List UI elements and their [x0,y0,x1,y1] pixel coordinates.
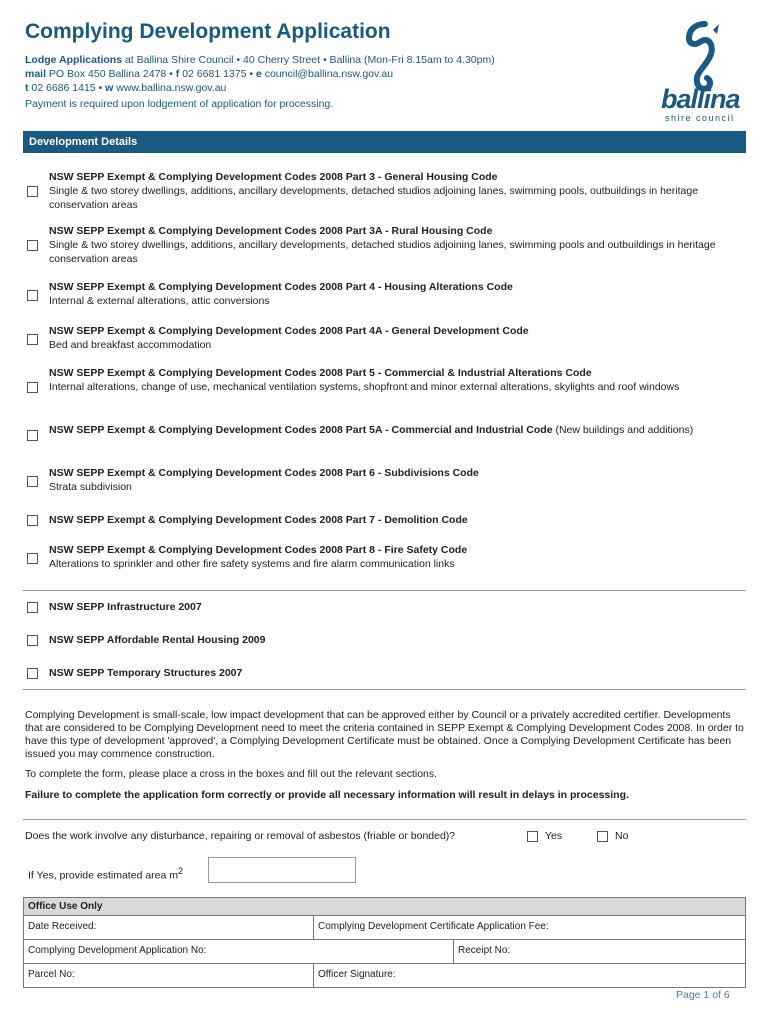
fax-label: f [175,68,180,80]
option-desc: Internal & external alterations, attic conversions [49,295,270,307]
contact-line [25,67,393,81]
mail-text: PO Box 450 Ballina 2478 • [46,68,176,80]
option-title: NSW SEPP Exempt & Complying Development Codes 2008 Part 4 - Housing Alterations Code [49,281,513,293]
intro-text: Complying Development is small-scale, low impact development that can be approved either by Council or a privately accredited certifier. Developments that are considered to be Complying Development need to meet the criteria contained in SEPP Exempt & Complying Development Codes 2008. In order to have this type of development 'approved', a Complying Development Certificate must be obtained. Once a Complying Development Certificate has been issued you may commence construction. [25,709,744,760]
option-desc: Single & two storey dwellings, additions, ancillary developments, detached studios adjoining lanes, swimming pools, outbuildings in heritage conservation areas [49,185,699,211]
lodge-label: Lodge Applications [25,54,123,66]
page-title: Complying Development Application [25,20,391,43]
area-label-text: If Yes, provide estimated area m [28,869,178,882]
receipt-number-field[interactable]: Receipt No: [453,939,746,964]
option-desc: Single & two storey dwellings, additions, ancillary developments, detached studios adjoining lanes, swimming pools and outbuildings in heritage conservation areas [49,239,716,265]
checkbox-part-8[interactable] [27,553,38,564]
option-title: NSW SEPP Exempt & Complying Development Codes 2008 Part 4A - General Development Code [49,325,529,337]
checkbox-infrastructure[interactable] [27,602,38,613]
tel-text: 02 6686 1415 • [28,82,106,94]
option-desc: Bed and breakfast accommodation [49,339,212,351]
option-title: NSW SEPP Exempt & Complying Development Codes 2008 Part 6 - Subdivisions Code [49,467,479,479]
checkbox-part-3a[interactable] [27,240,38,251]
web-label: w [105,82,114,94]
section-header-development-details: Development Details [23,131,746,153]
checkbox-part-3[interactable] [27,186,38,197]
lodge-line [25,53,495,67]
warning-text: Failure to complete the application form correctly or provide all necessary information will result in delays in processing. [25,789,629,801]
checkbox-affordable-rental[interactable] [27,635,38,646]
instruction-text: To complete the form, please place a cross in the boxes and fill out the relevant sections. [25,768,438,780]
option-desc: Alterations to sprinkler and other fire safety systems and fire alarm communication links [49,558,455,570]
option-title: NSW SEPP Temporary Structures 2007 [49,667,243,679]
mail-label: mail [25,68,47,80]
tel-label: t [25,82,29,94]
option-title: NSW SEPP Affordable Rental Housing 2009 [49,634,266,646]
checkbox-part-4[interactable] [27,290,38,301]
area-label-sup: 2 [178,866,184,876]
parcel-number-field[interactable]: Parcel No: [23,963,314,988]
asbestos-yes-checkbox[interactable] [527,831,538,842]
option-title: NSW SEPP Exempt & Complying Development Codes 2008 Part 3A - Rural Housing Code [49,225,493,237]
logo-wordmark: ballina [661,84,740,114]
application-number-field[interactable]: Complying Development Application No: [23,939,454,964]
council-logo [655,20,745,125]
checkbox-part-5a[interactable] [27,430,38,441]
phone-line [25,81,226,95]
checkbox-part-6[interactable] [27,476,38,487]
option-title: NSW SEPP Exempt & Complying Development Codes 2008 Part 3 - General Housing Code [49,171,498,183]
option-desc: Strata subdivision [49,481,132,493]
option-title: NSW SEPP Infrastructure 2007 [49,601,202,613]
email-text: council@ballina.nsw.gov.au [261,68,394,80]
area-label [28,866,183,882]
asbestos-no-checkbox[interactable] [597,831,608,842]
office-use-header: Office Use Only [23,897,746,916]
officer-signature-field[interactable]: Officer Signature: [313,963,746,988]
option-title: NSW SEPP Exempt & Complying Development Codes 2008 Part 8 - Fire Safety Code [49,544,468,556]
date-received-field[interactable]: Date Received: [23,915,314,940]
area-input[interactable] [208,857,356,883]
checkbox-temporary-structures[interactable] [27,668,38,679]
web-text: www.ballina.nsw.gov.au [113,82,227,94]
application-fee-field[interactable]: Complying Development Certificate Application Fee: [313,915,746,940]
option-title: NSW SEPP Exempt & Complying Development Codes 2008 Part 5A - Commercial and Industrial Code [49,424,553,436]
page-number: Page 1 of 6 [676,989,730,1001]
asbestos-no-label: No [615,830,629,842]
lodge-text: at Ballina Shire Council • 40 Cherry Street • Ballina (Mon-Fri 8.15am to 4.30pm) [122,54,495,66]
option-title-suffix: (New buildings and additions) [552,424,694,436]
email-label: e [255,68,262,80]
option-desc: Internal alterations, change of use, mechanical ventilation systems, shopfront and minor external alterations, skylights and roof windows [49,381,680,393]
divider [23,689,746,690]
logo-subtitle: shire council [665,113,735,123]
checkbox-part-4a[interactable] [27,334,38,345]
checkbox-part-7[interactable] [27,515,38,526]
divider [23,590,746,591]
checkbox-part-5[interactable] [27,382,38,393]
fax-text: 02 6681 1375 • [179,68,256,80]
option-title: NSW SEPP Exempt & Complying Development Codes 2008 Part 7 - Demolition Code [49,514,468,526]
payment-note: Payment is required upon lodgement of application for processing. [25,98,334,110]
option-title: NSW SEPP Exempt & Complying Development Codes 2008 Part 5 - Commercial & Industrial Alterations Code [49,367,592,379]
divider [23,819,746,820]
asbestos-question: Does the work involve any disturbance, repairing or removal of asbestos (friable or bonded)? [25,830,456,842]
asbestos-yes-label: Yes [545,830,563,842]
